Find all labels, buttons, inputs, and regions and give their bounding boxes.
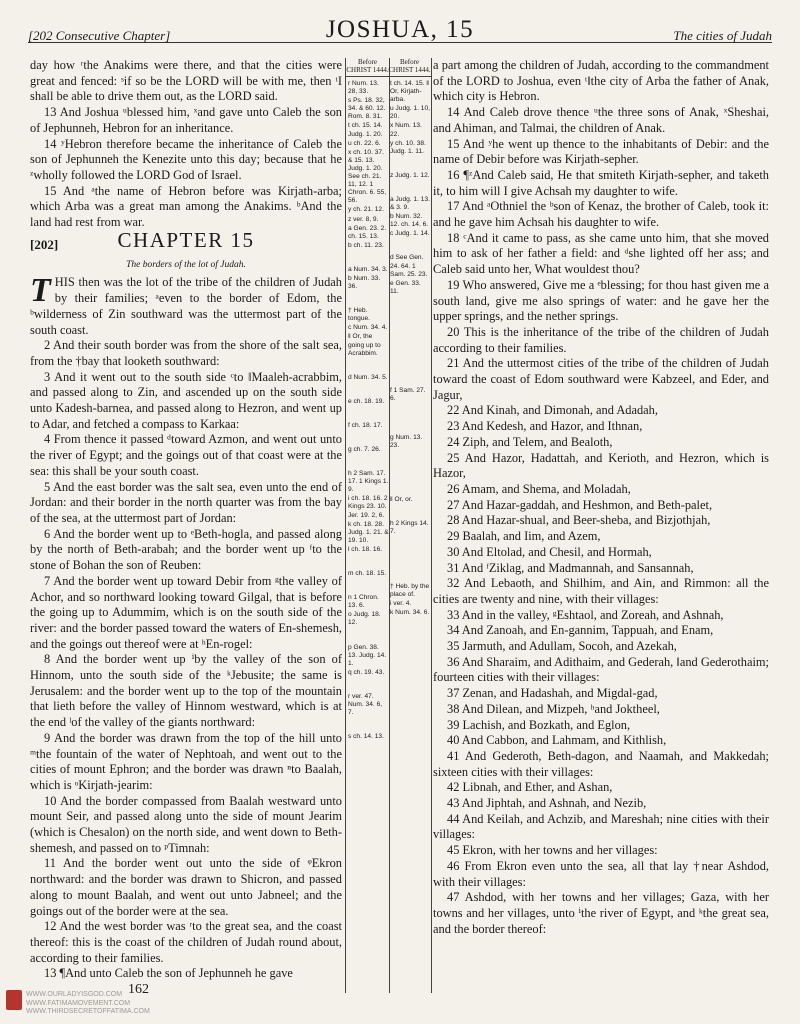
- consecutive-chapter-label: [202 Consecutive Chapter]: [28, 28, 171, 43]
- section-heading: The cities of Judah: [673, 28, 772, 43]
- cross-reference: k Num. 34. 6.: [390, 608, 430, 616]
- site-logo-icon: [6, 990, 22, 1010]
- verse: 15 And ᵃthe name of Hebron before was Kirjath-arba; which Arba was a great man among the Anakims. ᵇAnd the land had rest from war.: [30, 183, 342, 230]
- cross-reference: [348, 431, 389, 445]
- cross-reference: [390, 157, 431, 171]
- verse: 23 And Kedesh, and Hazor, and Ithnan,: [447, 419, 643, 434]
- verse: 39 Lachish, and Bozkath, and Eglon,: [447, 717, 631, 732]
- cross-reference: b Num. 32. 12. ch. 14. 6.: [390, 213, 429, 229]
- cross-reference: † Heb. tongue.: [348, 307, 370, 323]
- right-text-column: [433, 58, 769, 993]
- cross-reference: b Num. 33. 36.: [348, 274, 381, 291]
- verse: 14 ʸHebron therefore became the inheritance of Caleb the son of Jephunneh the Kenezite unto this day; because that he ᶻwholly followed the LORD God of Israel.: [30, 136, 342, 182]
- cross-reference: z ver. 8, 9.: [348, 215, 379, 223]
- cross-reference: c Judg. 1. 14.: [390, 230, 430, 238]
- verse: 17 And ᵃOthniel the ᵇson of Kenaz, the brother of Caleb, took it: and he gave him Achsah his daughter to wife.: [433, 199, 769, 230]
- footer-url[interactable]: WWW.FATIMAMOVEMENT.COM: [26, 999, 131, 1007]
- cross-reference: [390, 181, 431, 195]
- cross-reference: e Gen. 33. 11.: [390, 279, 421, 295]
- verse: 13 And Joshua ᵘblessed him, ˣand gave unto Caleb the son of Jephunneh, Hebron for an inheritance.: [30, 105, 342, 135]
- cross-reference: t ch. 15. 14. Judg. 1. 20.: [348, 122, 383, 138]
- cross-reference: e ch. 18. 19.: [348, 397, 385, 405]
- cross-reference: [348, 383, 389, 397]
- footer-url[interactable]: WWW.OURLADYISGOD.COM: [26, 991, 123, 998]
- page-header: [28, 6, 772, 43]
- verse: day how ʳthe Anakims were there, and that the cities were great and fenced: ˢif so be the LORD will be with me, then ᵗI shall be able to drive them out, as the LORD said.: [30, 58, 342, 104]
- verse: a part among the children of Judah, according to the commandment of the LORD to Joshua, even ᵗ‖the city of Arba the father of Anak, which city is Hebron.: [433, 58, 769, 104]
- verse: HIS then was the lot of the tribe of the children of Judah by their families; ᵃeven to the border of Edom, the ᵇwilderness of Zin southward was the uttermost part of the south coast.: [30, 275, 342, 337]
- verse: 4 From thence it passed ᵈtoward Azmon, and went out unto the river of Egypt; and the goings out of that coast were at the sea: this shall be your south coast.: [30, 432, 342, 478]
- cross-reference: r ver. 47. Num. 34. 6, 7.: [348, 692, 383, 717]
- cross-reference: h 2 Kings 14. 7.: [390, 520, 429, 536]
- verse: 43 And Jiphtah, and Ashnah, and Nezib,: [447, 796, 647, 811]
- cross-reference: x ch. 10. 37. & 15. 13. Judg. 1. 20. See ch. 21. 11, 12. 1 Chron. 6. 55, 56.: [348, 148, 387, 205]
- cross-reference: [348, 718, 389, 732]
- cross-reference: [348, 579, 389, 593]
- verse: 44 And Keilah, and Achzib, and Mareshah; nine cities with their villages:: [433, 811, 769, 842]
- chapter-summary: The borders of the lot of Judah.: [126, 259, 246, 270]
- cross-reference: q ch. 19. 43.: [348, 668, 385, 676]
- verse: 42 Libnah, and Ether, and Ashan,: [447, 780, 613, 795]
- cross-reference: i ver. 4.: [390, 599, 412, 607]
- cross-reference: b ch. 11. 23.: [348, 241, 384, 249]
- verse: 36 And Sharaim, and Adithaim, and Gederah, ‖and Gederothaim; fourteen cities with their villages:: [433, 654, 769, 685]
- verse: 31 And ᶠZiklag, and Madmannah, and Sansannah,: [447, 560, 694, 575]
- verse: 13 ¶And unto Caleb the son of Jephunneh he gave: [44, 966, 293, 981]
- verse: 7 And the border went up toward Debir from ᵍthe valley of Achor, and so northward looking toward Gilgal, that is before the going up to Adummim, which is on the south side of the river: and the border passed toward the waters of En-shemesh, and the goings out thereof were at ʰEn-rogel:: [30, 573, 342, 651]
- chapter-number: [202]: [30, 236, 59, 252]
- cross-reference: [390, 342, 431, 356]
- cross-reference: f ch. 18. 17.: [348, 421, 383, 429]
- cross-reference: m ch. 18. 15.: [348, 570, 387, 578]
- left-verses: [30, 272, 342, 982]
- verse: 24 Ziph, and Telem, and Bealoth,: [447, 434, 613, 449]
- cross-reference: [348, 251, 389, 265]
- cross-reference: g ch. 7. 26.: [348, 446, 381, 453]
- cross-reference: [390, 372, 431, 386]
- cross-reference: [348, 629, 389, 643]
- cross-reference: [348, 555, 389, 569]
- cross-reference: p Gen. 38. 13. Judg. 14. 1.: [348, 643, 387, 667]
- verse: 5 And the east border was the salt sea, even unto the end of Jordan: and their border in the north quarter was from the bay of the sea, at the uttermost part of Jordan:: [30, 479, 342, 525]
- cross-reference: d Num. 34. 5.: [348, 373, 388, 381]
- verse: 46 From Ekron even unto the sea, all that lay †near Ashdod, with their villages:: [433, 858, 769, 889]
- cross-reference: t ch. 14. 15. ‖ Or, Kirjath-arba.: [390, 80, 430, 104]
- verse: 25 And Hazor, Hadattah, and Kerioth, and Hezron, which is Hazor,: [433, 450, 769, 481]
- verse: 19 Who answered, Give me a ᵉblessing; for thou hast given me a south land, give me also springs of water: and he gave her the upper springs, and the nether springs.: [433, 277, 769, 324]
- cross-reference: l ch. 18. 16.: [348, 545, 383, 553]
- cross-reference: [390, 312, 431, 326]
- before-christ-date: Before CHRIST 1444.: [346, 58, 389, 77]
- cross-reference: [390, 538, 431, 552]
- cross-reference: u ch. 22. 6.: [348, 139, 381, 147]
- verse: 27 And Hazar-gaddah, and Heshmon, and Beth-palet,: [447, 497, 713, 512]
- cross-reference: s ch. 14. 13.: [348, 733, 384, 741]
- cross-reference: g Num. 13. 23.: [390, 434, 423, 450]
- verse: 38 And Dilean, and Mizpeh, ʰand Joktheel,: [447, 701, 660, 716]
- cross-reference: [390, 553, 431, 567]
- verse: 15 And ʸhe went up thence to the inhabitants of Debir: and the name of Debir before was Kirjath-sepher.: [433, 136, 769, 167]
- verse: 10 And the border compassed from Baalah westward unto mount Seir, and passed along unto the side of mount Jearim (which is Chesalon) on the north side, and went down to Beth-shemesh, and passed on to ᵖTimnah:: [30, 793, 342, 855]
- verse: 28 And Hazar-shual, and Beer-sheba, and Bizjothjah,: [447, 513, 711, 528]
- cross-reference: [348, 292, 389, 306]
- cross-reference: [348, 678, 389, 692]
- page-number: 162: [128, 982, 149, 997]
- cross-reference: y ch. 10. 38. Judg. 1. 11.: [390, 139, 426, 155]
- cross-reference: [390, 404, 431, 418]
- verse: 45 Ekron, with her towns and her villages:: [447, 843, 658, 858]
- cross-reference: [390, 327, 431, 341]
- previous-chapter-verses: [30, 58, 342, 231]
- verse: 29 Baalah, and Iim, and Azem,: [447, 529, 601, 544]
- cross-reference: d See Gen. 24. 64. 1 Sam. 25. 23.: [390, 254, 428, 278]
- cross-reference: ‖ Or, the going up to Acrabbim.: [348, 333, 381, 357]
- cross-reference: [348, 407, 389, 421]
- book-chapter-title: JOSHUA, 15: [325, 16, 475, 43]
- cross-reference: ‖ Or, or.: [390, 496, 413, 504]
- drop-cap: T: [30, 272, 51, 310]
- verse: 41 And Gederoth, Beth-dagon, and Naamah, and Makkedah; sixteen cities with their villages:: [433, 748, 769, 779]
- margin-references-right: [388, 58, 432, 993]
- cross-reference: [390, 466, 431, 480]
- cross-reference: [390, 568, 431, 582]
- verse: 18 ᶜAnd it came to pass, as she came unto him, that she moved him to ask of her father a field: and ᵈshe lighted off her ass; and Caleb said unto her, What wouldest thou?: [433, 230, 769, 277]
- cross-reference: c Num. 34. 4.: [348, 324, 388, 332]
- cross-reference: y ch. 21. 12.: [348, 206, 384, 214]
- verse: 34 And Zanoah, and En-gannim, Tappuah, and Enam,: [447, 623, 714, 638]
- verse: 40 And Cabbon, and Lahmam, and Kithlish,: [447, 733, 667, 748]
- verse: 6 And the border went up to ᵉBeth-hogla, and passed along by the north of Beth-arabah; and the border went up ᶠto the stone of Bohan the son of Reuben:: [30, 526, 342, 573]
- cross-reference: [390, 505, 431, 519]
- cross-reference: a Gen. 23. 2. ch. 15. 13.: [348, 224, 387, 240]
- cross-reference: k ch. 18. 28. Judg. 1. 21. & 19. 10.: [348, 520, 389, 544]
- verse: 47 Ashdod, with her towns and her villages; Gaza, with her towns and her villages, unto ⁱthe river of Egypt, and ᵏthe great sea, and the border thereof:: [433, 890, 769, 936]
- cross-reference: † Heb. by the place of.: [390, 582, 430, 598]
- cross-reference: [390, 297, 431, 311]
- verse: 20 This is the inheritance of the tribe of the children of Judah according to their families.: [433, 324, 769, 355]
- cross-reference: [390, 419, 431, 433]
- cross-reference: o Judg. 18. 12.: [348, 611, 381, 627]
- cross-reference: [390, 357, 431, 371]
- verse: 12 And the west border was ʳto the great sea, and the coast thereof: this is the coast of the children of Judah round about, according to their families.: [30, 919, 342, 965]
- verse: 26 Amam, and Shema, and Moladah,: [447, 481, 631, 496]
- verse: 2 And their south border was from the shore of the salt sea, from the †bay that looketh southward:: [30, 338, 342, 368]
- cross-reference: i ch. 18. 16. 2 Kings 23. 10. Jer. 19. 2, 6.: [348, 495, 388, 519]
- cross-reference: u Judg. 1. 10, 20.: [390, 105, 430, 121]
- verse: 21 And the uttermost cities of the tribe of the children of Judah toward the coast of Edom southward were Kabzeel, and Eder, and Jagur,: [433, 356, 769, 402]
- verse: 14 And Caleb drove thence ᵘthe three sons of Anak, ˣSheshai, and Ahiman, and Talmai, the children of Anak.: [433, 105, 769, 135]
- cross-reference: f 1 Sam. 27. 6.: [390, 386, 426, 402]
- verse: 35 Jarmuth, and Adullam, Socoh, and Azekah,: [447, 639, 677, 654]
- cross-reference: r Num. 13. 28, 33.: [348, 80, 379, 96]
- verse: 11 And the border went out unto the side of ᵠEkron northward: and the border was drawn to Shicron, and passed along to mount Baalah, and went out unto Jabneel; and the goings out of the border were at the sea.: [30, 856, 342, 918]
- verse: 32 And Lebaoth, and Shilhim, and Ain, and Rimmon: all the cities are twenty and nine, with their villages:: [433, 576, 769, 606]
- before-christ-date: Before CHRIST 1444.: [388, 58, 431, 77]
- cross-reference: x Num. 13. 22.: [390, 122, 422, 138]
- verse: 22 And Kinah, and Dimonah, and Adadah,: [447, 403, 658, 418]
- cross-reference: [348, 359, 389, 373]
- cross-reference: [390, 239, 431, 253]
- cross-reference: h 2 Sam. 17. 17. 1 Kings 1. 9.: [348, 470, 389, 494]
- verse: 37 Zenan, and Hadashah, and Migdal-gad,: [447, 686, 658, 701]
- verse: 30 And Eltolad, and Chesil, and Hormah,: [447, 544, 652, 559]
- verse: 9 And the border was drawn from the top of the hill unto ᵐthe fountain of the water of Nephtoah, and went out to the cities of mount Ephron; and the border was drawn ⁿto Baalah, which is ᵒKirjath-jearim:: [30, 730, 342, 792]
- left-text-column: [30, 58, 342, 993]
- verse: 33 And in the valley, ᵍEshtaol, and Zoreah, and Ashnah,: [447, 607, 724, 622]
- chapter-title: CHAPTER 15: [117, 227, 255, 252]
- cross-reference: z Judg. 1. 12.: [390, 171, 430, 179]
- cross-reference: a Judg. 1. 13. & 3. 9.: [390, 195, 430, 212]
- verse: 3 And it went out to the south side ᶜto ‖Maaleh-acrabbim, and passed along to Zin, and ascended up on the south side unto Kadesh-barnea, and passed along to Hezron, and went up to Adar, and fetched a compass to Karkaa:: [30, 369, 342, 431]
- cross-reference: a Num. 34. 3.: [348, 265, 388, 273]
- margin-references-left: [345, 58, 390, 993]
- cross-reference: [390, 481, 431, 495]
- chapter-heading: [30, 227, 342, 257]
- cross-reference: n 1 Chron. 13. 6.: [348, 594, 379, 610]
- footer-url[interactable]: WWW.THIRDSECRETOFFATIMA.COM: [26, 1008, 150, 1015]
- cross-reference: [390, 451, 431, 465]
- verse: 8 And the border went up ⁱby the valley of the son of Hinnom, unto the south side of the ᵏJebusite; the same is Jerusalem: and the border went up to the top of the mountain that lieth before the valley of Hinnom westward, which is at the end ˡof the valley of the giants northward:: [30, 652, 342, 730]
- verse: 16 ¶ᶻAnd Caleb said, He that smiteth Kirjath-sepher, and taketh it, to him will I give Achsah my daughter to wife.: [433, 167, 769, 198]
- cross-reference: s Ps. 18. 32, 34. & 60. 12. Rom. 8. 31.: [348, 97, 386, 121]
- cross-reference: [348, 455, 389, 469]
